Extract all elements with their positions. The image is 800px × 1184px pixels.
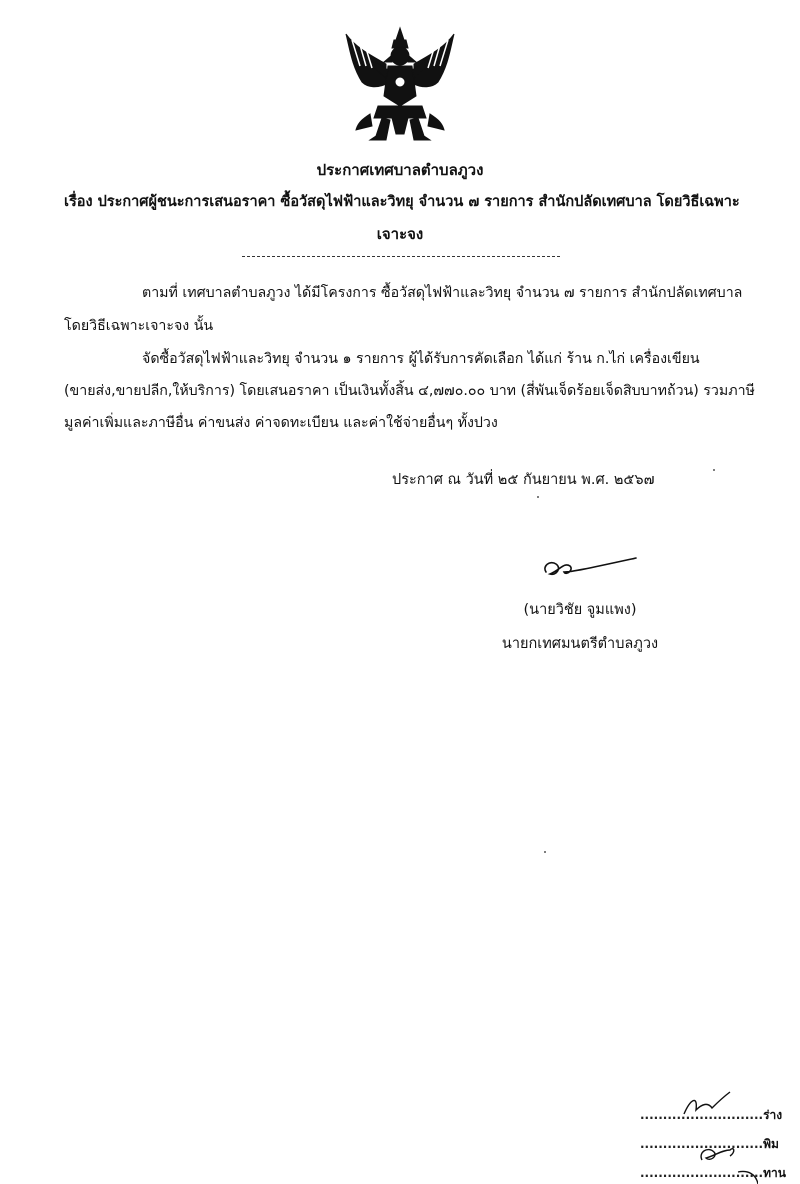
document-title: ประกาศเทศบาลตำบลภูวง bbox=[316, 161, 484, 179]
header-divider bbox=[242, 256, 560, 257]
scan-speck bbox=[544, 851, 546, 853]
garuda-emblem bbox=[342, 26, 458, 144]
document-subject: เรื่อง ประกาศผู้ชนะการเสนอราคา ซื้อวัสดุไฟฟ้าและวิทยุ จำนวน ๗ รายการ สำนักปลัดเทศบาล โดยวิธีเฉพาะ bbox=[64, 194, 740, 210]
initials-label-draft: ร่าง bbox=[763, 1108, 783, 1122]
scan-speck bbox=[537, 496, 539, 498]
document-subject-continued: เจาะจง bbox=[376, 225, 424, 243]
signer-name: (นายวิชัย จูมแพง) bbox=[523, 602, 637, 618]
signature bbox=[540, 552, 640, 582]
paragraph-1-line-1: ตามที่ เทศบาลตำบลภูวง ได้มีโครงการ ซื้อวัสดุไฟฟ้าและวิทยุ จำนวน ๗ รายการ สำนักปลัดเทศบาล bbox=[142, 285, 743, 301]
paragraph-1-line-2: โดยวิธีเฉพาะเจาะจง นั้น bbox=[64, 318, 214, 334]
signer-position: นายกเทศมนตรีตำบลภูวง bbox=[501, 636, 659, 652]
scan-speck bbox=[713, 469, 715, 471]
announcement-date: ประกาศ ณ วันที่ ๒๕ กันยายน พ.ศ. ๒๕๖๗ bbox=[392, 472, 655, 488]
paragraph-2-line-3: มูลค่าเพิ่มและภาษีอื่น ค่าขนส่ง ค่าจดทะเบียน และค่าใช้จ่ายอื่นๆ ทั้งปวง bbox=[64, 415, 498, 431]
initials-label-review: ทาน bbox=[763, 1166, 786, 1180]
initials-block bbox=[638, 1080, 800, 1184]
initials-dots: ........................... bbox=[640, 1166, 764, 1180]
initials-label-print: พิม bbox=[763, 1137, 779, 1151]
initials-dots: ........................... bbox=[640, 1137, 764, 1151]
paragraph-2-line-2: (ขายส่ง,ขายปลีก,ให้บริการ) โดยเสนอราคา เป็นเงินทั้งสิ้น ๔,๗๗๐.๐๐ บาท (สี่พันเจ็ดร้อยเจ็ดสิบบาทถ้วน) รวมภาษี bbox=[64, 383, 755, 399]
initials-dots: ........................... bbox=[640, 1108, 764, 1122]
paragraph-2-line-1: จัดซื้อวัสดุไฟฟ้าและวิทยุ จำนวน ๑ รายการ ผู้ได้รับการคัดเลือก ได้แก่ ร้าน ก.ไก่ เครื่องเขียน bbox=[142, 351, 700, 367]
